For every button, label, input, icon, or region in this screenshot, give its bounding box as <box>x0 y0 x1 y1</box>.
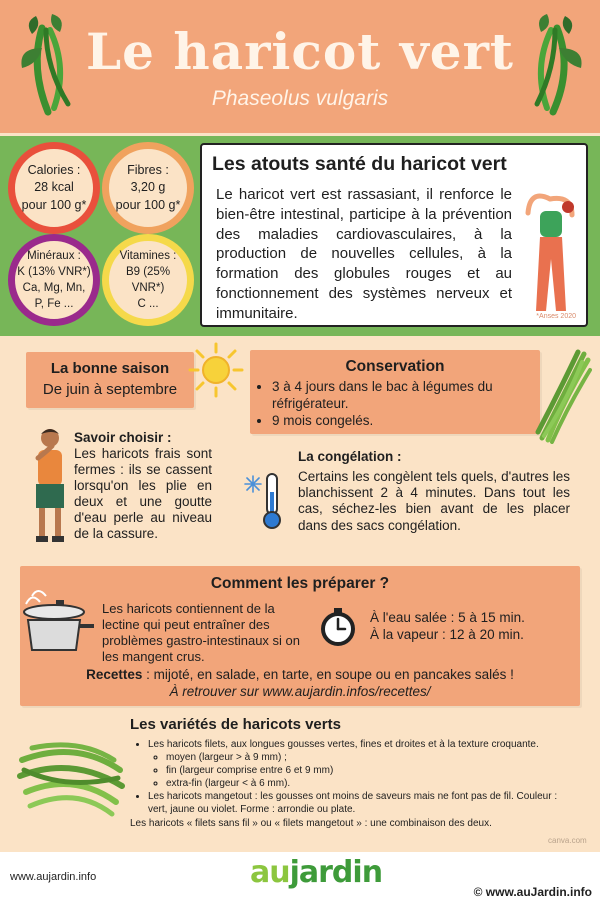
filets-subitem: ◦ fin (largeur comprise entre 6 et 9 mm) <box>166 764 558 777</box>
mineraux-label: Minéraux : <box>27 249 81 262</box>
thermometer-icon <box>244 470 288 532</box>
page-title: Le haricot vert <box>85 22 515 81</box>
canva-credit: canva.com <box>548 836 587 845</box>
mineraux-line-2: Ca, Mg, Mn, <box>22 282 86 294</box>
variety-combo: Les haricots « filets sans fil » ou « filets mangetout » : une combinaison des deux. <box>130 818 492 829</box>
time-steam: À la vapeur : 12 à 20 min. <box>370 626 524 642</box>
calories-unit: pour 100 g* <box>21 197 87 212</box>
aujardin-logo[interactable] <box>250 855 382 890</box>
mineraux-circle <box>8 234 100 326</box>
health-note: *Anses 2020 <box>536 313 576 320</box>
conservation-box <box>250 350 540 434</box>
vitamines-line-2: C ... <box>137 298 159 311</box>
freezing-title: La congélation : <box>298 449 402 464</box>
thinking-man-icon <box>28 424 74 548</box>
footer-copyright: © www.auJardin.info <box>473 885 592 899</box>
sun-icon <box>188 342 244 398</box>
varieties-title: Les variétés de haricots verts <box>130 716 341 733</box>
mineraux-line-3: P, Fe ... <box>34 298 74 311</box>
page-subtitle: Phaseolus vulgaris <box>211 87 389 110</box>
prepare-title: Comment les préparer ? <box>210 575 390 592</box>
stopwatch-icon <box>318 606 358 646</box>
logo-part-au: au <box>250 855 290 890</box>
time-water: À l'eau salée : 5 à 15 min. <box>370 610 525 625</box>
variety-filets-text: Les haricots filets, aux longues gousses vertes, fines et droites et à la texture croquante. <box>148 739 539 750</box>
recipes-link[interactable]: À retrouver sur www.aujardin.infos/recettes/ <box>169 684 431 699</box>
calories-value: 28 kcal <box>34 180 74 195</box>
cooking-pot-icon <box>18 586 100 656</box>
prepare-box <box>20 566 580 706</box>
filets-sublist <box>148 751 558 790</box>
fibres-value: 3,20 g <box>130 180 166 195</box>
varieties-list <box>148 738 558 816</box>
fibres-unit: pour 100 g* <box>115 197 181 212</box>
vitamines-circle <box>102 234 194 326</box>
health-text: Le haricot vert est rassasiant, il renforce le bien-être intestinal, participe à la prévention des maladies cardiovasculaires, à la production de nouvelles cellules, à la formation des globules rouges et au fonctionnement des systèmes nerveux et immunitaire. <box>216 186 512 322</box>
logo-part-jardin: jardin <box>289 855 383 890</box>
vitamines-line-1: B9 (25% VNR*) <box>125 265 171 294</box>
season-text: De juin à septembre <box>42 381 178 398</box>
bean-bundle-icon <box>532 348 592 444</box>
recipes-text: : mijoté, en salade, en tarte, en soupe ou en pancakes salés ! <box>142 667 514 682</box>
choose-title: Savoir choisir : <box>74 430 172 445</box>
recipes-label: Recettes <box>86 667 143 682</box>
filets-subitem: ◦ moyen (largeur > à 9 mm) ; <box>166 751 558 764</box>
conservation-item: • 9 mois congelés. <box>272 413 532 430</box>
prepare-text: Les haricots contiennent de la lectine qui peut entraîner des problèmes gastro-intestinaux si on les mangent crus. <box>102 601 300 664</box>
calories-circle <box>8 142 100 234</box>
footer-left-link[interactable]: www.aujardin.info <box>10 871 97 883</box>
calories-label: Calories : <box>27 162 81 177</box>
filets-subitem: ◦ extra-fin (largeur < à 6 mm). <box>166 777 558 790</box>
recipes-line <box>20 667 580 682</box>
header-banner <box>0 0 600 133</box>
variety-mangetout: • Les haricots mangetout : les gousses ont moins de saveurs mais ne font pas de fil. Couleur : vert, jaune ou violet. Forme : arrondie ou plate. <box>148 790 558 816</box>
footer <box>0 852 600 900</box>
variety-filets <box>148 738 558 790</box>
health-card <box>200 143 588 327</box>
cooking-times <box>370 610 525 644</box>
vitamines-label: Vitamines : <box>119 249 177 262</box>
fibres-circle <box>102 142 194 234</box>
beans-pile-icon <box>16 720 126 820</box>
freezing-text: Certains les congèlent tels quels, d'autres les blanchissent 2 à 4 minutes. Dans tout les cas, séchez-les bien avant de les placer dans des sacs congélation. <box>298 469 570 533</box>
choose-text: Les haricots frais sont fermes : ils se cassent lorsqu'on les plie en deux et une goutte d'eau perle au niveau de la cassure. <box>74 446 212 541</box>
health-title: Les atouts santé du haricot vert <box>212 153 507 175</box>
conservation-title: Conservation <box>345 358 445 375</box>
season-box <box>26 352 194 408</box>
conservation-list <box>272 379 532 430</box>
season-title: La bonne saison <box>50 360 170 377</box>
fibres-label: Fibres : <box>127 162 169 177</box>
mineraux-line-1: K (13% VNR*) <box>17 265 91 278</box>
yoga-woman-icon <box>520 189 580 313</box>
conservation-item: • 3 à 4 jours dans le bac à légumes du réfrigérateur. <box>272 379 532 413</box>
